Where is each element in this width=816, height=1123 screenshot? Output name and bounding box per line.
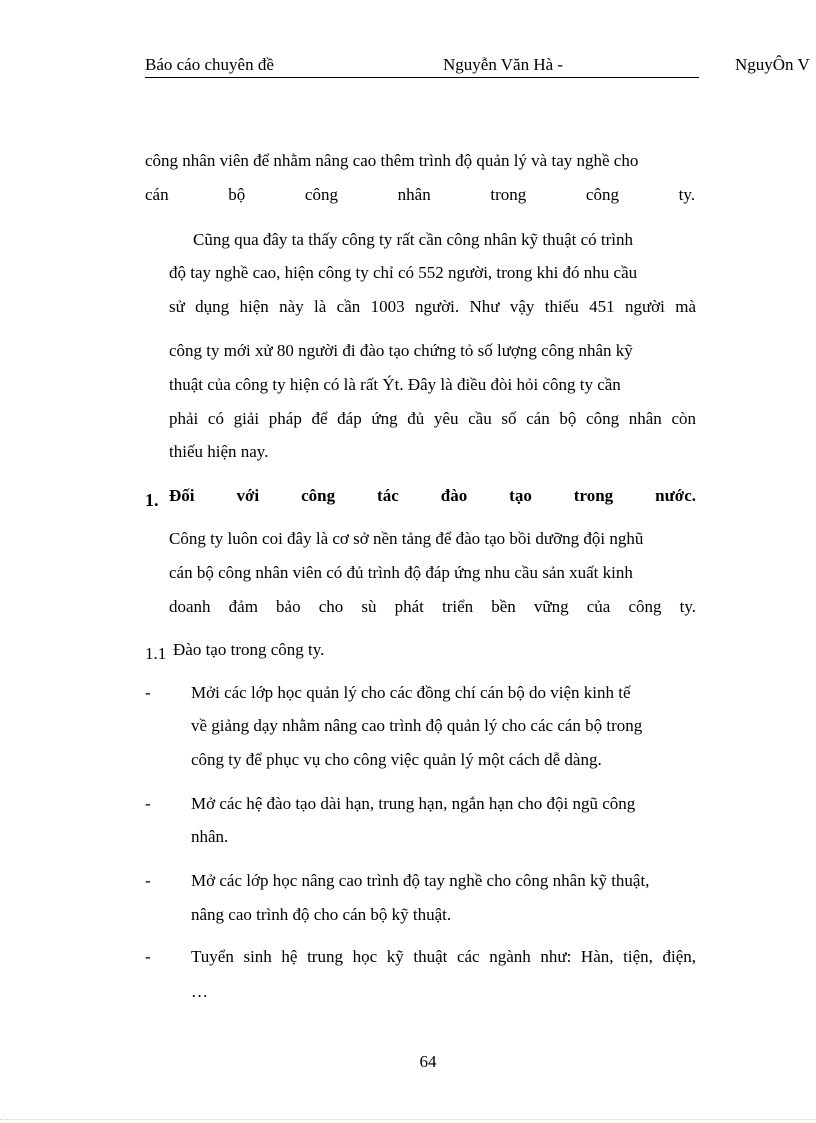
header-right-text: NguyÔn V xyxy=(735,55,810,74)
para2-line-7: thiếu hiện nay. xyxy=(169,442,269,461)
bullet-marker: - xyxy=(145,683,151,702)
page-bottom-border xyxy=(0,1119,816,1120)
bullet-marker: - xyxy=(145,947,151,966)
bullet1-line-2: về giảng dạy nhằm nâng cao trình độ quản lý cho các cán bộ trong xyxy=(191,716,643,735)
bullet2-line-2: nhân. xyxy=(191,827,229,846)
para2-line-4: công ty mới xử 80 người đi đào tạo chứng tỏ số lượng công nhân kỹ xyxy=(169,341,633,360)
section1-line-2: cán bộ công nhân viên có đủ trình độ đáp ứng nhu cầu sản xuất kinh xyxy=(169,563,633,582)
page-number: 64 xyxy=(419,1052,437,1071)
bullet3-line-2: nâng cao trình độ cho cán bộ kỹ thuật. xyxy=(191,905,452,924)
para2-line-3: sử dụng hiện này là cần 1003 người. Như vậy thiếu 451 người mà xyxy=(169,297,696,316)
bullet-marker: - xyxy=(145,794,151,813)
bullet2-line-1: Mở các hệ đào tạo dài hạn, trung hạn, ngắn hạn cho đội ngũ công xyxy=(191,794,636,813)
para2-line-6: phải có giải pháp để đáp ứng đủ yêu cầu số cán bộ công nhân còn xyxy=(169,409,696,428)
header-left-title: Báo cáo chuyên đề xyxy=(145,55,274,74)
bullet4-line-2: … xyxy=(191,982,208,1001)
section1-line-3: doanh đảm bảo cho sù phát triển bền vững của công ty. xyxy=(169,597,696,616)
section1-line-1: Công ty luôn coi đây là cơ sở nền tảng để đào tạo bồi dưỡng đội nghũ xyxy=(169,529,644,548)
bullet1-line-3: công ty để phục vụ cho công việc quản lý một cách dễ dàng. xyxy=(191,750,602,769)
para2-line-2: độ tay nghề cao, hiện công ty chỉ có 552 người, trong khi đó nhu cầu xyxy=(169,263,638,282)
para2-line-5: thuật của công ty hiện có là rất Ýt. Đây là điều đòi hỏi công ty cần xyxy=(169,375,621,394)
section1-title: Đối với công tác đào tạo trong nước. xyxy=(169,486,696,505)
bullet1-line-1: Mởi các lớp học quản lý cho các đồng chí cán bộ do viện kinh tế xyxy=(191,683,631,702)
section1-number: 1. xyxy=(145,490,159,510)
subsection-number: 1.1 xyxy=(145,644,167,663)
bullet3-line-1: Mở các lớp học nâng cao trình độ tay nghề cho công nhân kỹ thuật, xyxy=(191,871,650,890)
para2-line-1: Cũng qua đây ta thấy công ty rất cần công nhân kỹ thuật có trình xyxy=(193,230,633,249)
intro-line-2: cán bộ công nhân trong công ty. xyxy=(145,185,695,204)
header-author: Nguyễn Văn Hà - xyxy=(443,55,564,74)
bullet-marker: - xyxy=(145,871,151,890)
intro-line-1: công nhân viên để nhằm nâng cao thêm trình độ quản lý và tay nghề cho xyxy=(145,151,639,170)
subsection-title: Đào tạo trong công ty. xyxy=(173,640,325,659)
bullet4-line-1: Tuyển sinh hệ trung học kỹ thuật các ngành như: Hàn, tiện, điện, xyxy=(191,947,696,966)
header-rule xyxy=(145,77,699,78)
